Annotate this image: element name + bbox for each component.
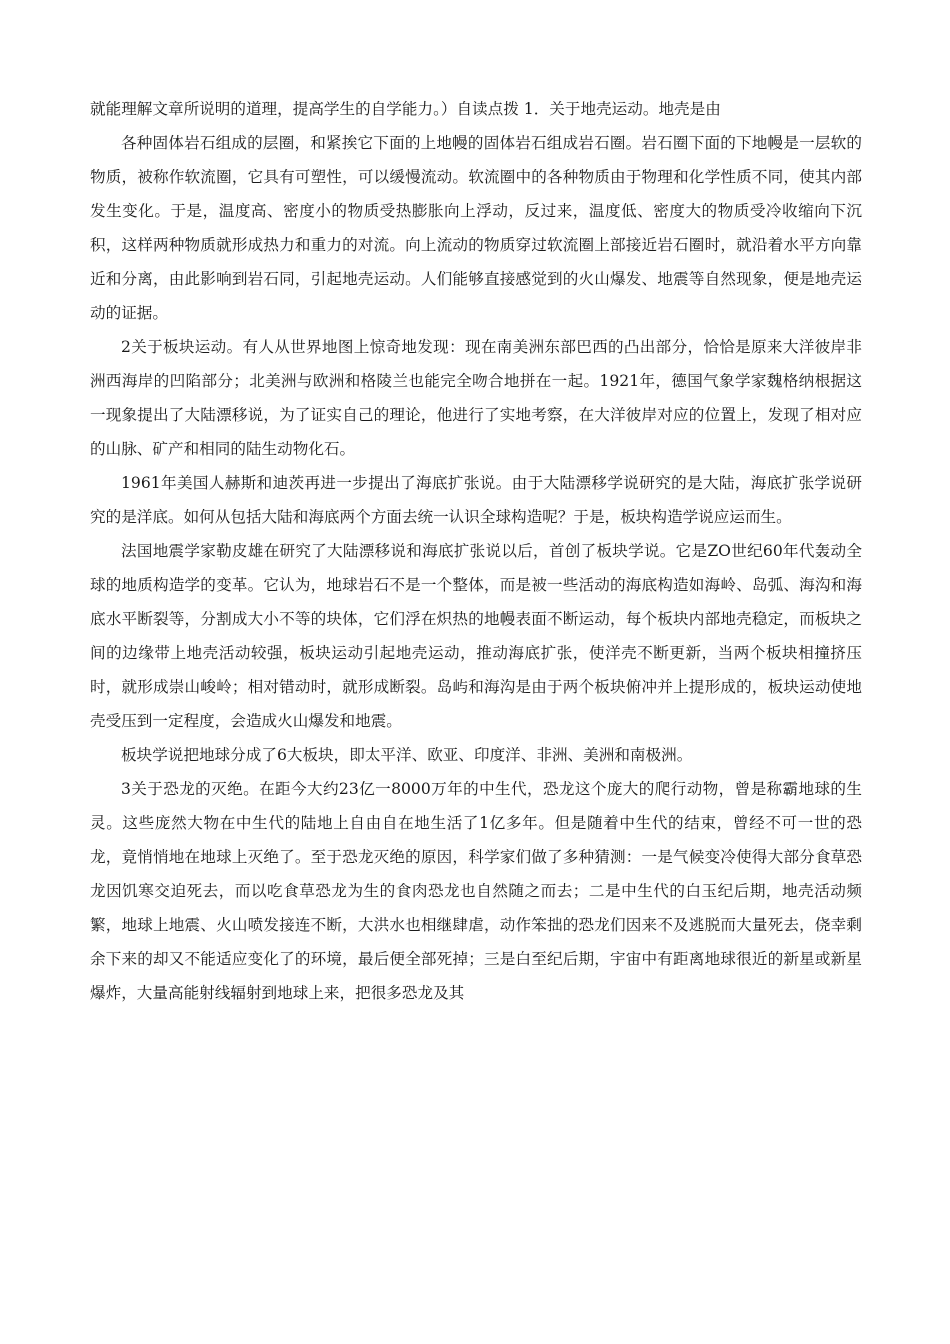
document-page: [90, 92, 862, 1010]
paragraph-six-plates: 板块学说把地球分成了6大板块，即太平洋、欧亚、印度洋、非洲、美洲和南极洲。: [121, 746, 693, 764]
paragraph-dinosaur-extinction: 3关于恐龙的灭绝。在距今大约23亿一8000万年的中生代，恐龙这个庞大的爬行动物，曾是称霸地球的生灵。这些庞然大物在中生代的陆地上自由自在地生活了1亿多年。但是随着中生代的结束，曾经不可一世的恐龙，竟悄悄地在地球上灭绝了。至于恐龙灭绝的原因，科学家们做了多种猜测：一是气候变冷使得大部分食草恐龙因饥寒交迫死去，而以吃食草恐龙为生的食肉恐龙也自然随之而去；二是中生代的白玉纪后期，地壳活动频繁，地球上地震、火山喷发接连不断，大洪水也相继肆虐，动作笨拙的恐龙们因来不及逃脱而大量死去，侥幸剩余下来的却又不能适应变化了的环境，最后便全部死掉；三是白至纪后期，宇宙中有距离地球很近的新星或新星爆炸，大量高能射线辐射到地球上来，把很多恐龙及其: [90, 780, 862, 1002]
paragraph-seafloor-spreading: 1961年美国人赫斯和迪茨再进一步提出了海底扩张说。由于大陆漂移学说研究的是大陆，海底扩张学说研究的是洋底。如何从包括大陆和海底两个方面去统一认识全球构造呢？于是，板块构造学说应运而生。: [90, 474, 862, 526]
paragraph-plate-theory: 法国地震学家勒皮雄在研究了大陆漂移说和海底扩张说以后，首创了板块学说。它是ZO世纪60年代轰动全球的地质构造学的变革。它认为，地球岩石不是一个整体，而是被一些活动的海底构造如海岭、岛弧、海沟和海底水平断裂等，分割成大小不等的块体，它们浮在炽热的地幔表面不断运动，每个板块内部地壳稳定，而板块之间的边缘带上地壳活动较强，板块运动引起地壳运动，推动海底扩张，使洋壳不断更新，当两个板块相撞挤压时，就形成崇山峻岭；相对错动时，就形成断裂。岛屿和海沟是由于两个板块俯冲并上提形成的，板块运动使地壳受压到一定程度，会造成火山爆发和地震。: [90, 542, 862, 730]
paragraph-crust-movement: 各种固体岩石组成的层圈，和紧挨它下面的上地幔的固体岩石组成岩石圈。岩石圈下面的下地幔是一层软的物质，被称作软流圈，它具有可塑性，可以缓慢流动。软流圈中的各种物质由于物理和化学性质不同，使其内部发生变化。于是，温度高、密度小的物质受热膨胀向上浮动，反过来，温度低、密度大的物质受冷收缩向下沉积，这样两种物质就形成热力和重力的对流。向上流动的物质穿过软流圈上部接近岩石圈时，就沿着水平方向靠近和分离，由此影响到岩石同，引起地壳运动。人们能够直接感觉到的火山爆发、地震等自然现象，便是地壳运动的证据。: [90, 134, 862, 322]
paragraph-plate-movement: 2关于板块运动。有人从世界地图上惊奇地发现：现在南美洲东部巴西的凸出部分，恰恰是原来大洋彼岸非洲西海岸的凹陷部分；北美洲与欧洲和格陵兰也能完全吻合地拼在一起。1921年，德国气象学家魏格纳根据这一现象提出了大陆漂移说，为了证实自己的理论，他进行了实地考察，在大洋彼岸对应的位置上，发现了相对应的山脉、矿产和相同的陆生动物化石。: [90, 338, 862, 458]
paragraph-intro: 就能理解文章所说明的道理，提高学生的自学能力。）自读点拨 1．关于地壳运动。地壳是由: [90, 100, 721, 118]
